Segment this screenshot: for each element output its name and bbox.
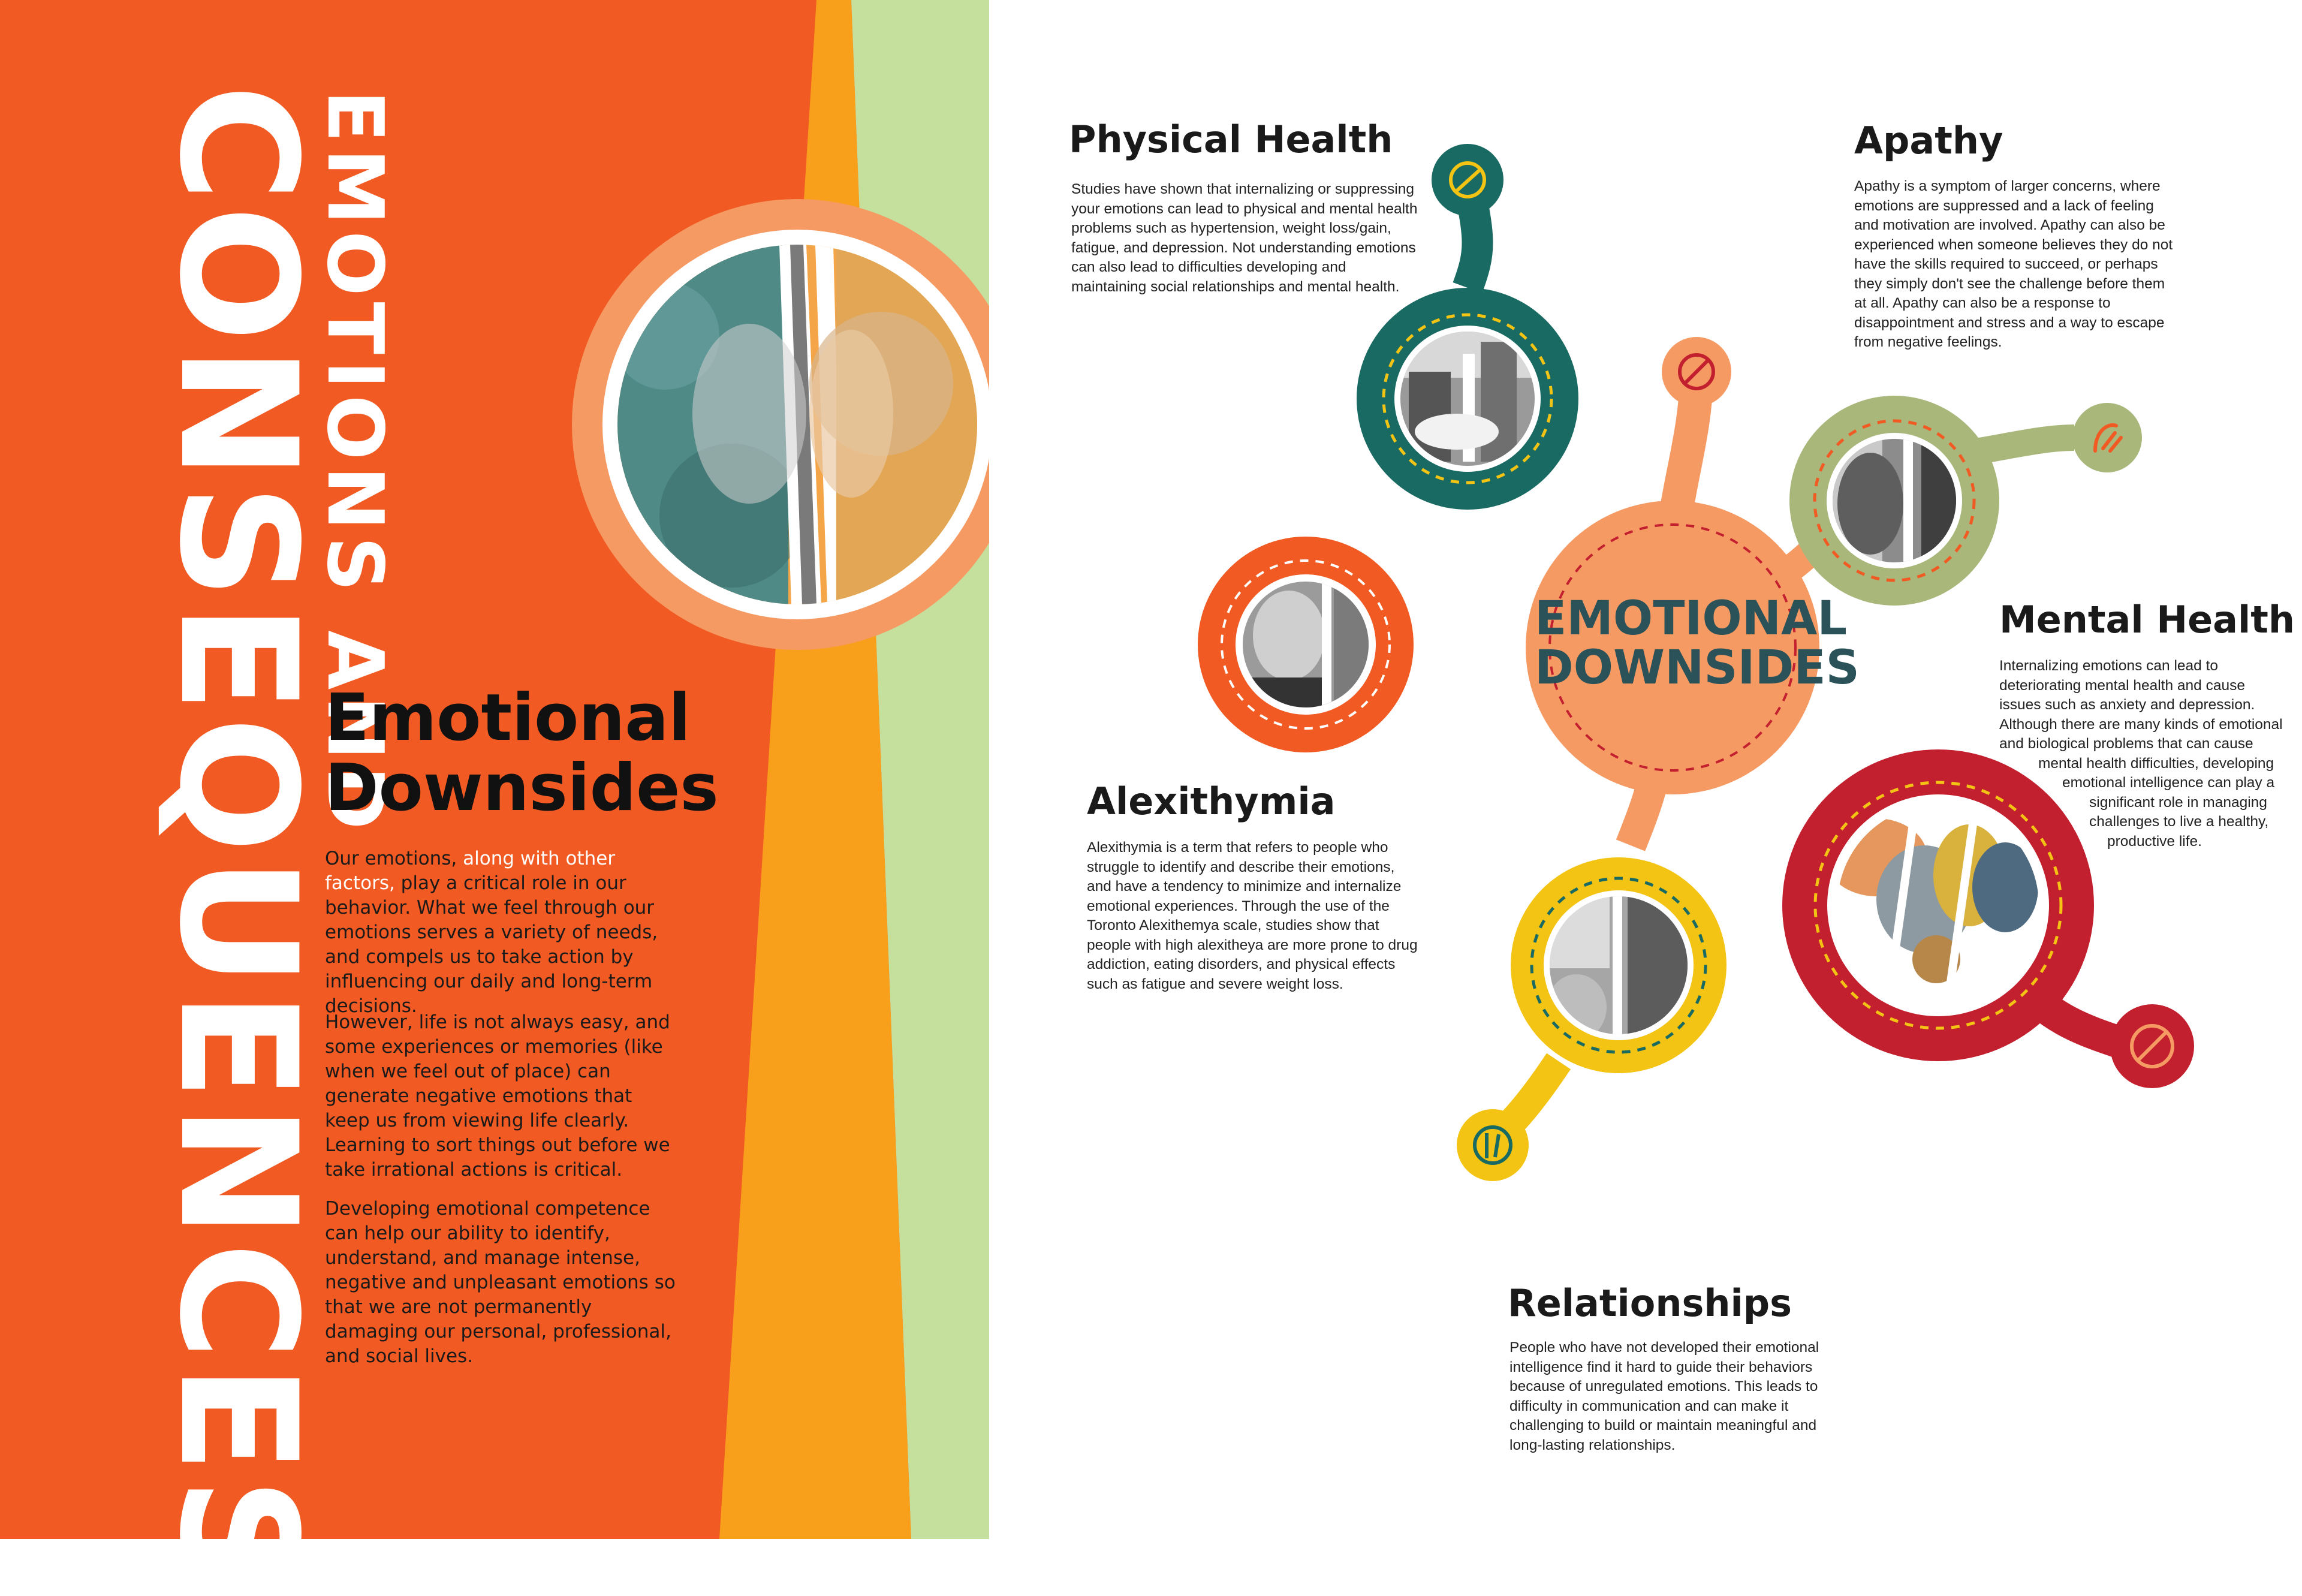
alexithymia-title: Alexithymia [1087,779,1336,823]
mh-line: emotional intelligence can play a [2062,775,2275,791]
physical-health-title: Physical Health [1069,118,1393,161]
relationships-body: People who have not developed their emotional intelligence find it hard to guide their behaviors because of unregulated emotions. This leads to difficulty in communication and can make it challenging to build or maintain meaningful and long-lasting relationships. [1509,1339,1819,1453]
mh-line: issues such as anxiety and depression. [1999,697,2255,713]
mental-health-body [1999,657,2299,851]
title-consequences: CONSEQUENCES [144,84,331,1596]
node-alexithymia [1198,537,1414,752]
intro-paragraph-2: However, life is not always easy, and some experiences or memories (like when we feel out of place) can generate negative emotions that keep us from viewing life clearly. Learning to sort things out before we take irrational actions is critical. [325,1011,670,1181]
intro-paragraph-3: Developing emotional competence can help our ability to identify, understand, and manage intense, negative and unpleasant emotions so that we are not permanently damaging our personal, professional, and social lives. [325,1198,676,1367]
highlight-text: along with other factors, [325,848,616,894]
intro-paragraph-1: Our emotions, along with other factors, play a critical role in our behavior. What we feel through our emotions serves a variety of needs, and compels us to take action by influencing our daily and long-term decisions. [325,848,658,1017]
title-emotions-and: EMOTIONS AND [310,90,399,836]
heading-line-1: Emotional [325,680,691,755]
mh-line: Internalizing emotions can lead to [1999,658,2218,674]
icon-bubble-yellow [1457,1109,1529,1181]
apathy-title: Apathy [1854,119,2003,162]
node-relationships [1457,857,1726,1181]
mental-health-title: Mental Health [1999,598,2295,642]
alexithymia-body: Alexithymia is a term that refers to people who struggle to identify and describe their emotions, and have a tendency to minimize and internalize emotional experiences. Through the use of the Toronto Alexithemya scale, studies show that people with high alexitheya are more prone to drug addiction, eating disorders, and physical effects such as fatigue and severe weight loss. [1087,839,1418,992]
icon-bubble-sage [2072,403,2142,472]
mh-line: challenges to live a healthy, [2089,814,2269,830]
mh-line: mental health difficulties, developing [2038,755,2274,772]
node-apathy [1789,396,2142,606]
relationships-title: Relationships [1508,1281,1792,1325]
mh-line: significant role in managing [2089,794,2267,811]
center-label-line-2: DOWNSIDES [1535,641,1860,695]
mh-line: Although there are many kinds of emotional [1999,716,2283,733]
mh-line: deteriorating mental health and cause [1999,677,2245,694]
mh-line: productive life. [2107,833,2202,850]
mh-line: and biological problems that can cause [1999,736,2253,752]
heading-line-2: Downsides [325,750,719,826]
physical-health-body: Studies have shown that internalizing or suppressing your emotions can lead to physical and mental health problems such as hypertension, weight loss/gain, fatigue, and depression. Not understanding emotions can also lead to difficulties developing and maintaining social relationships and mental health. [1071,181,1418,295]
center-label-line-1: EMOTIONAL [1535,592,1848,646]
apathy-body: Apathy is a symptom of larger concerns, where emotions are suppressed and a lack of feeling and motivation are involved. Apathy can also be experienced when someone believes they do not have the skills required to succeed, or perhaps they simply don't see the challenge before them at all. Apathy can also be a response to disappointment and stress and a way to escape from negative feelings. [1854,178,2173,350]
